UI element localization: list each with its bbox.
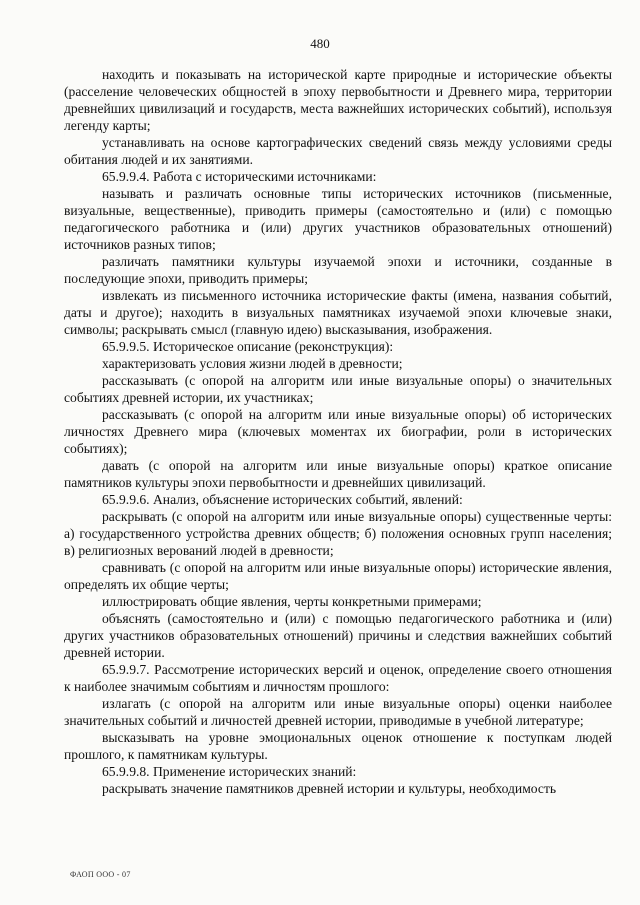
section-heading: 65.9.9.4. Работа с историческими источниками: bbox=[102, 169, 377, 184]
paragraph: характеризовать условия жизни людей в древности; bbox=[102, 356, 403, 371]
paragraph: называть и различать основные типы исторических источников (письменные, визуальные, вещественные), приводить примеры (самостоятельно и (или) с помощью педагогического работника и (или) других участников образовательных отношений) источников разных типов; bbox=[64, 186, 612, 252]
body-text bbox=[64, 66, 612, 797]
paragraph: рассказывать (с опорой на алгоритм или иные визуальные опоры) о значительных событиях древней истории, их участниках; bbox=[64, 373, 612, 405]
section-heading: 65.9.9.8. Применение исторических знаний: bbox=[102, 764, 357, 779]
paragraph: излагать (с опорой на алгоритм или иные визуальные опоры) оценки наиболее значительных событий и личностей древней истории, приводимые в учебной литературе; bbox=[64, 696, 612, 728]
section-heading: 65.9.9.5. Историческое описание (реконструкция): bbox=[102, 339, 394, 354]
section-heading: 65.9.9.7. Рассмотрение исторических версий и оценок, определение своего отношения к наиболее значимым событиям и личностям прошлого: bbox=[64, 662, 612, 694]
paragraph: сравнивать (с опорой на алгоритм или иные визуальные опоры) исторические явления, определять их общие черты; bbox=[64, 560, 612, 592]
paragraph: высказывать на уровне эмоциональных оценок отношение к поступкам людей прошлого, к памятникам культуры. bbox=[64, 730, 612, 762]
paragraph: объяснять (самостоятельно и (или) с помощью педагогического работника и (или) других участников образовательных отношений) причины и следствия важнейших событий древней истории. bbox=[64, 611, 612, 660]
paragraph: находить и показывать на исторической карте природные и исторические объекты (расселение человеческих общностей в эпоху первобытности и Древнего мира, территории древнейших цивилизаций и государств, места важнейших исторических событий), используя легенду карты; bbox=[64, 67, 612, 133]
paragraph: устанавливать на основе картографических сведений связь между условиями среды обитания людей и их занятиями. bbox=[64, 135, 612, 167]
page-number: 480 bbox=[310, 36, 330, 51]
paragraph: иллюстрировать общие явления, черты конкретными примерами; bbox=[102, 594, 482, 609]
paragraph: извлекать из письменного источника исторические факты (имена, названия событий, даты и другое); находить в визуальных памятниках изучаемой эпохи ключевые знаки, символы; раскрывать смысл (главную идею) высказывания, изображения. bbox=[64, 288, 612, 337]
paragraph: различать памятники культуры изучаемой эпохи и источники, созданные в последующие эпохи, приводить примеры; bbox=[64, 254, 612, 286]
footer-label: ФАОП ООО - 07 bbox=[70, 870, 131, 879]
paragraph: раскрывать значение памятников древней истории и культуры, необходимость bbox=[102, 781, 557, 796]
paragraph: раскрывать (с опорой на алгоритм или иные визуальные опоры) существенные черты: а) государственного устройства древних обществ; б) положения основных групп населения; в) религиозных верований людей в древности; bbox=[64, 509, 612, 558]
paragraph: давать (с опорой на алгоритм или иные визуальные опоры) краткое описание памятников культуры эпохи первобытности и древнейших цивилизаций. bbox=[64, 458, 612, 490]
section-heading: 65.9.9.6. Анализ, объяснение исторических событий, явлений: bbox=[102, 492, 463, 507]
paragraph: рассказывать (с опорой на алгоритм или иные визуальные опоры) об исторических личностях Древнего мира (ключевых моментах их биографии, роли в исторических событиях); bbox=[64, 407, 612, 456]
